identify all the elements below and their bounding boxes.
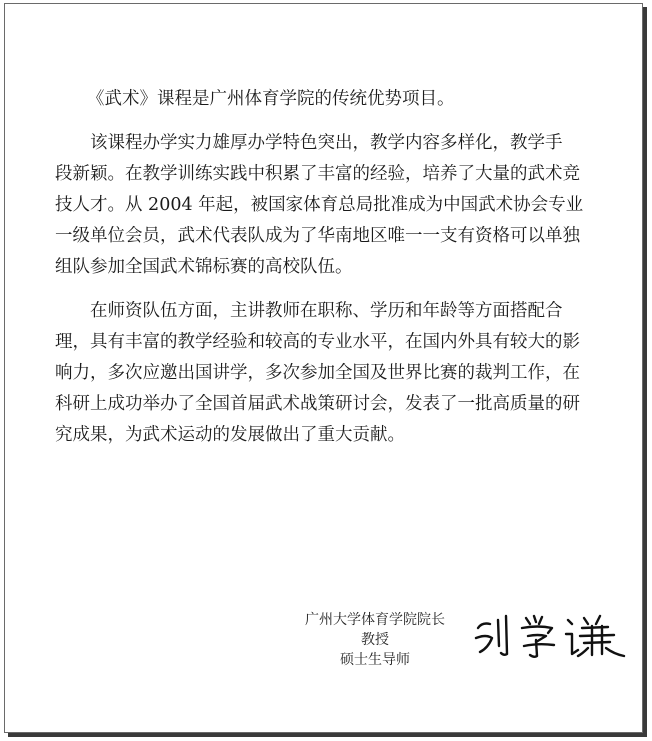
paragraph-line: 理，具有丰富的教学经验和较高的专业水平，在国内外具有较大的影: [55, 332, 580, 352]
paragraph-line: 段新颖。在教学训练实践中积累了丰富的经验，培养了大量的武术竞: [55, 164, 580, 184]
paragraph-line: 一级单位会员，武术代表队成为了华南地区唯一一支有资格可以单独: [55, 226, 580, 246]
paragraph-line: 在师资队伍方面，主讲教师在职称、学历和年龄等方面搭配合: [90, 301, 563, 321]
signatory-position: 广州大学体育学院院长: [305, 612, 445, 628]
document-body: [55, 84, 589, 451]
paragraph-line: 该课程办学实力雄厚办学特色突出，教学内容多样化，教学手: [90, 133, 563, 153]
paragraph-program-strength: [55, 128, 589, 283]
paragraph-line: 究成果，为武术运动的发展做出了重大贡献。: [55, 425, 405, 445]
intro-line: 《武术》课程是广州体育学院的传统优势项目。: [87, 89, 455, 109]
paragraph-line: 组队参加全国武术锦标赛的高校队伍。: [55, 257, 353, 277]
paragraph-line: 技人才。从 2004 年起，被国家体育总局批准成为中国武术协会专业: [55, 195, 584, 215]
handwritten-signature: [468, 608, 638, 660]
signatory-title: 教授: [361, 632, 389, 648]
signatory-role: 硕士生导师: [340, 652, 410, 668]
paragraph-line: 科研上成功举办了全国首届武术战策研讨会，发表了一批高质量的研: [55, 394, 580, 414]
paragraph-line: 响力，多次应邀出国讲学，多次参加全国及世界比赛的裁判工作，在: [55, 363, 580, 383]
paragraph-faculty: [55, 296, 589, 451]
signatory-block: [300, 610, 450, 670]
